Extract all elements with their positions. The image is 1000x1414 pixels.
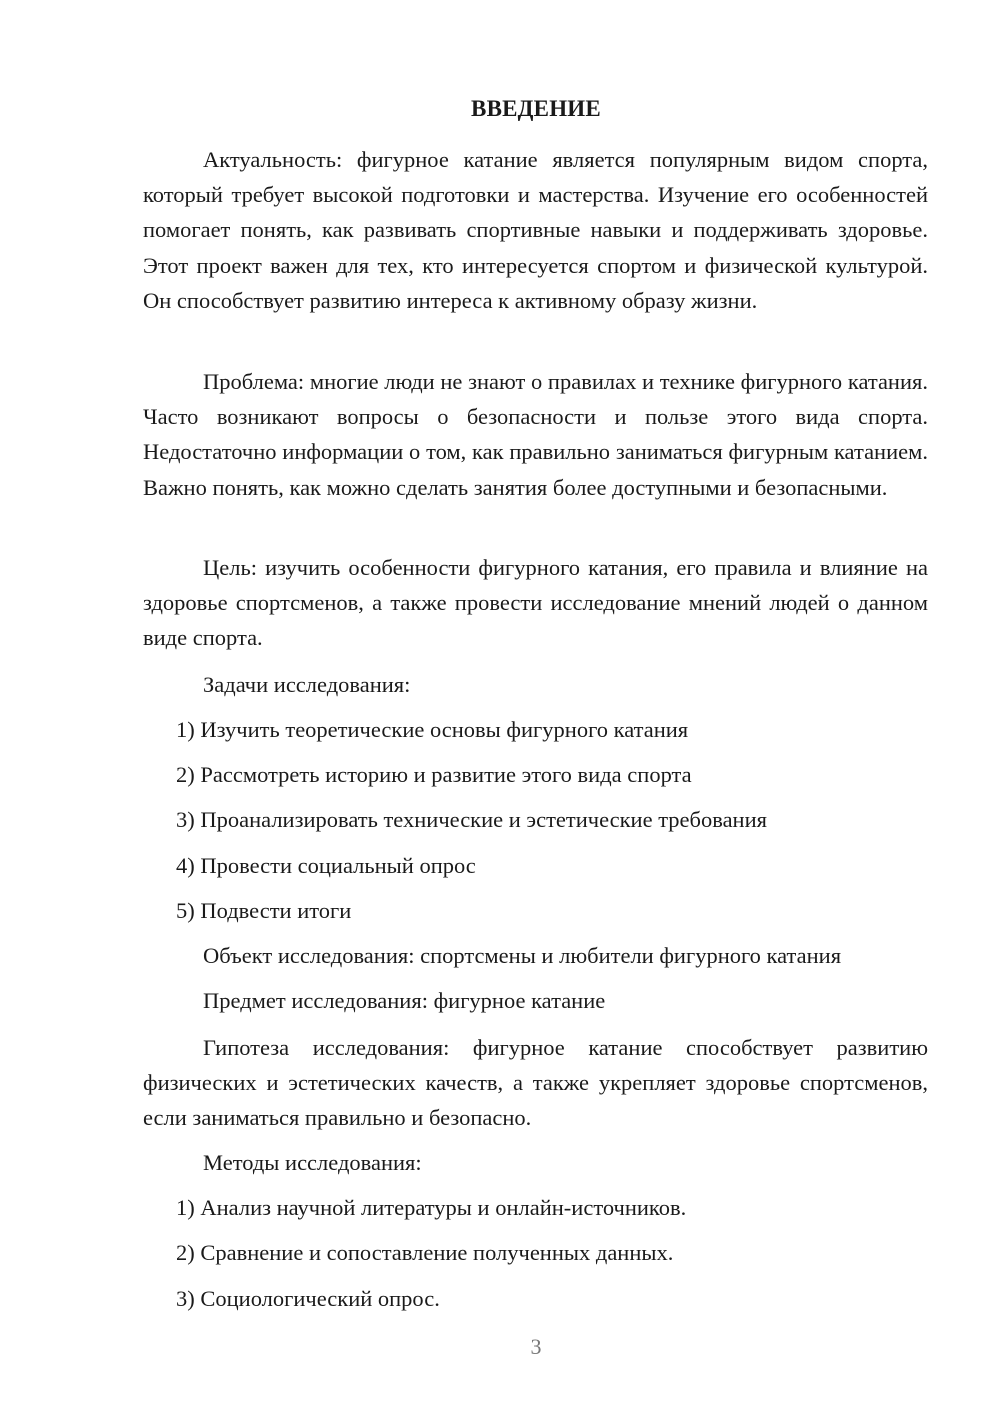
task-item-4: 4) Провести социальный опрос	[176, 853, 476, 878]
task-item-3: 3) Проанализировать технические и эстетические требования	[176, 807, 767, 832]
problem-paragraph: Проблема: многие люди не знают о правилах и технике фигурного катания. Часто возникают вопросы о безопасности и пользе этого вида спорта. Недостаточно информации о том, как правильно заниматься фигурным катанием. Важно понять, как можно сделать занятия более доступными и безопасными.	[143, 369, 928, 500]
page-number: 3	[530, 1334, 542, 1359]
actuality-paragraph: Актуальность: фигурное катание является популярным видом спорта, который требует высокой подготовки и мастерства. Изучение его особенностей помогает понять, как развивать спортивные навыки и поддерживать здоровье. Этот проект важен для тех, кто интересуется спортом и физической культурой. Он способствует развитию интереса к активному образу жизни.	[143, 147, 928, 313]
goal-paragraph: Цель: изучить особенности фигурного катания, его правила и влияние на здоровье спортсменов, а также провести исследование мнений людей о данном виде спорта.	[143, 555, 928, 651]
task-item-1: 1) Изучить теоретические основы фигурного катания	[176, 717, 689, 742]
research-subject: Предмет исследования: фигурное катание	[203, 988, 606, 1013]
method-item-2: 2) Сравнение и сопоставление полученных данных.	[176, 1240, 674, 1265]
method-item-3: 3) Социологический опрос.	[176, 1286, 440, 1311]
page-title: ВВЕДЕНИЕ	[471, 96, 601, 121]
method-item-1: 1) Анализ научной литературы и онлайн-источников.	[176, 1195, 687, 1220]
methods-title: Методы исследования:	[203, 1150, 422, 1175]
tasks-title: Задачи исследования:	[203, 672, 411, 697]
task-item-5: 5) Подвести итоги	[176, 898, 352, 923]
task-item-2: 2) Рассмотреть историю и развитие этого вида спорта	[176, 762, 692, 787]
research-object: Объект исследования: спортсмены и любители фигурного катания	[203, 943, 842, 968]
hypothesis-paragraph: Гипотеза исследования: фигурное катание способствует развитию физических и эстетических качеств, а также укрепляет здоровье спортсменов, если заниматься правильно и безопасно.	[143, 1035, 928, 1131]
